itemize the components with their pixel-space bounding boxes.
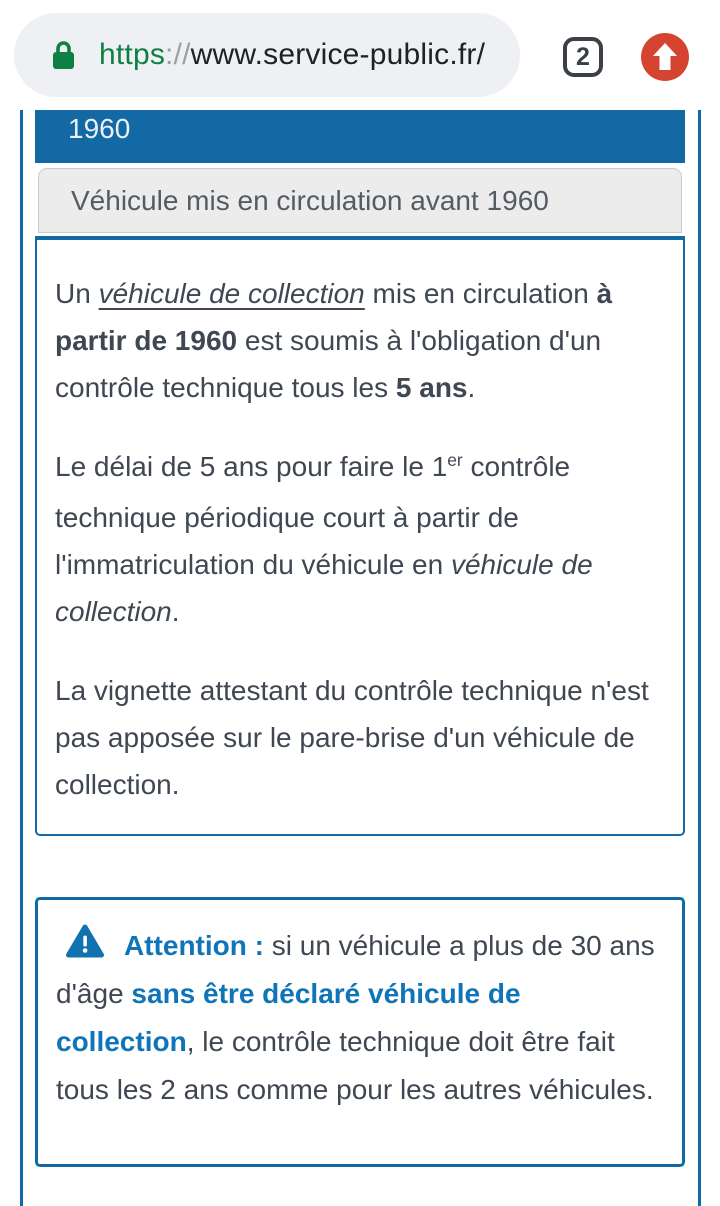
- update-arrow-icon: [641, 33, 689, 81]
- browser-toolbar: [0, 0, 720, 108]
- text-segment: .: [467, 372, 476, 403]
- url-bar[interactable]: [14, 13, 520, 97]
- text-segment: La vignette attestant du contrôle technique n'est pas apposée sur le pare-brise d'un véhicule de collection.: [55, 675, 649, 800]
- tab-switcher-button[interactable]: [563, 37, 603, 77]
- attention-text: [56, 930, 655, 1105]
- text-segment: si un véhicule a plus de 30 ans d'âge: [56, 930, 655, 1009]
- attention-paragraph: [56, 922, 658, 1114]
- tab-panel: [35, 236, 685, 836]
- url-trailing: /: [476, 38, 486, 71]
- active-tab-label: 1960: [68, 113, 131, 144]
- url-separator: ://: [165, 38, 191, 71]
- text-segment: 1: [431, 451, 448, 482]
- panel-paragraph-3: [55, 667, 659, 808]
- lock-icon: [50, 39, 77, 72]
- text-segment: est soumis à l'obligation d'un contrôle technique tous les: [55, 325, 602, 403]
- text-segment: à partir de 1960: [55, 278, 613, 356]
- definition-link[interactable]: véhicule de collection: [98, 278, 365, 309]
- text-segment: , le contrôle technique doit être fait tous les 2 ans comme pour les autres véhicules.: [56, 1026, 654, 1105]
- chrome-update-button[interactable]: [641, 33, 689, 81]
- text-segment: Le délai de 5 ans pour faire le: [55, 451, 432, 482]
- url-host: www.service-public.fr: [190, 38, 477, 71]
- page-left-border: [20, 110, 23, 1206]
- text-segment: .: [171, 596, 180, 627]
- text-segment: Attention :: [124, 930, 264, 961]
- url-text: [99, 38, 485, 72]
- url-scheme: https: [99, 38, 166, 71]
- tab-vehicule-avant-1960[interactable]: [38, 168, 682, 233]
- tab-vehicule-apres-1960[interactable]: [35, 110, 685, 163]
- inactive-tab-label: Véhicule mis en circulation avant 1960: [71, 184, 549, 216]
- text-segment: véhicule de collection: [55, 549, 593, 627]
- text-segment: 5 ans: [395, 372, 468, 403]
- attention-callout: [35, 897, 685, 1167]
- text-segment: er: [447, 450, 463, 471]
- panel-paragraph-2: [55, 443, 659, 635]
- text-segment: mis en circulation: [364, 278, 597, 309]
- panel-paragraph-1: [55, 270, 659, 411]
- warning-triangle-icon: [66, 924, 104, 958]
- text-segment: Un: [55, 278, 99, 309]
- text-segment: contrôle technique périodique court à partir de l'immatriculation du véhicule en: [55, 451, 571, 580]
- tab-count-label: 2: [576, 42, 590, 71]
- emphasis-link[interactable]: sans être déclaré véhicule de collection: [56, 978, 521, 1057]
- page-right-border: [698, 110, 701, 1206]
